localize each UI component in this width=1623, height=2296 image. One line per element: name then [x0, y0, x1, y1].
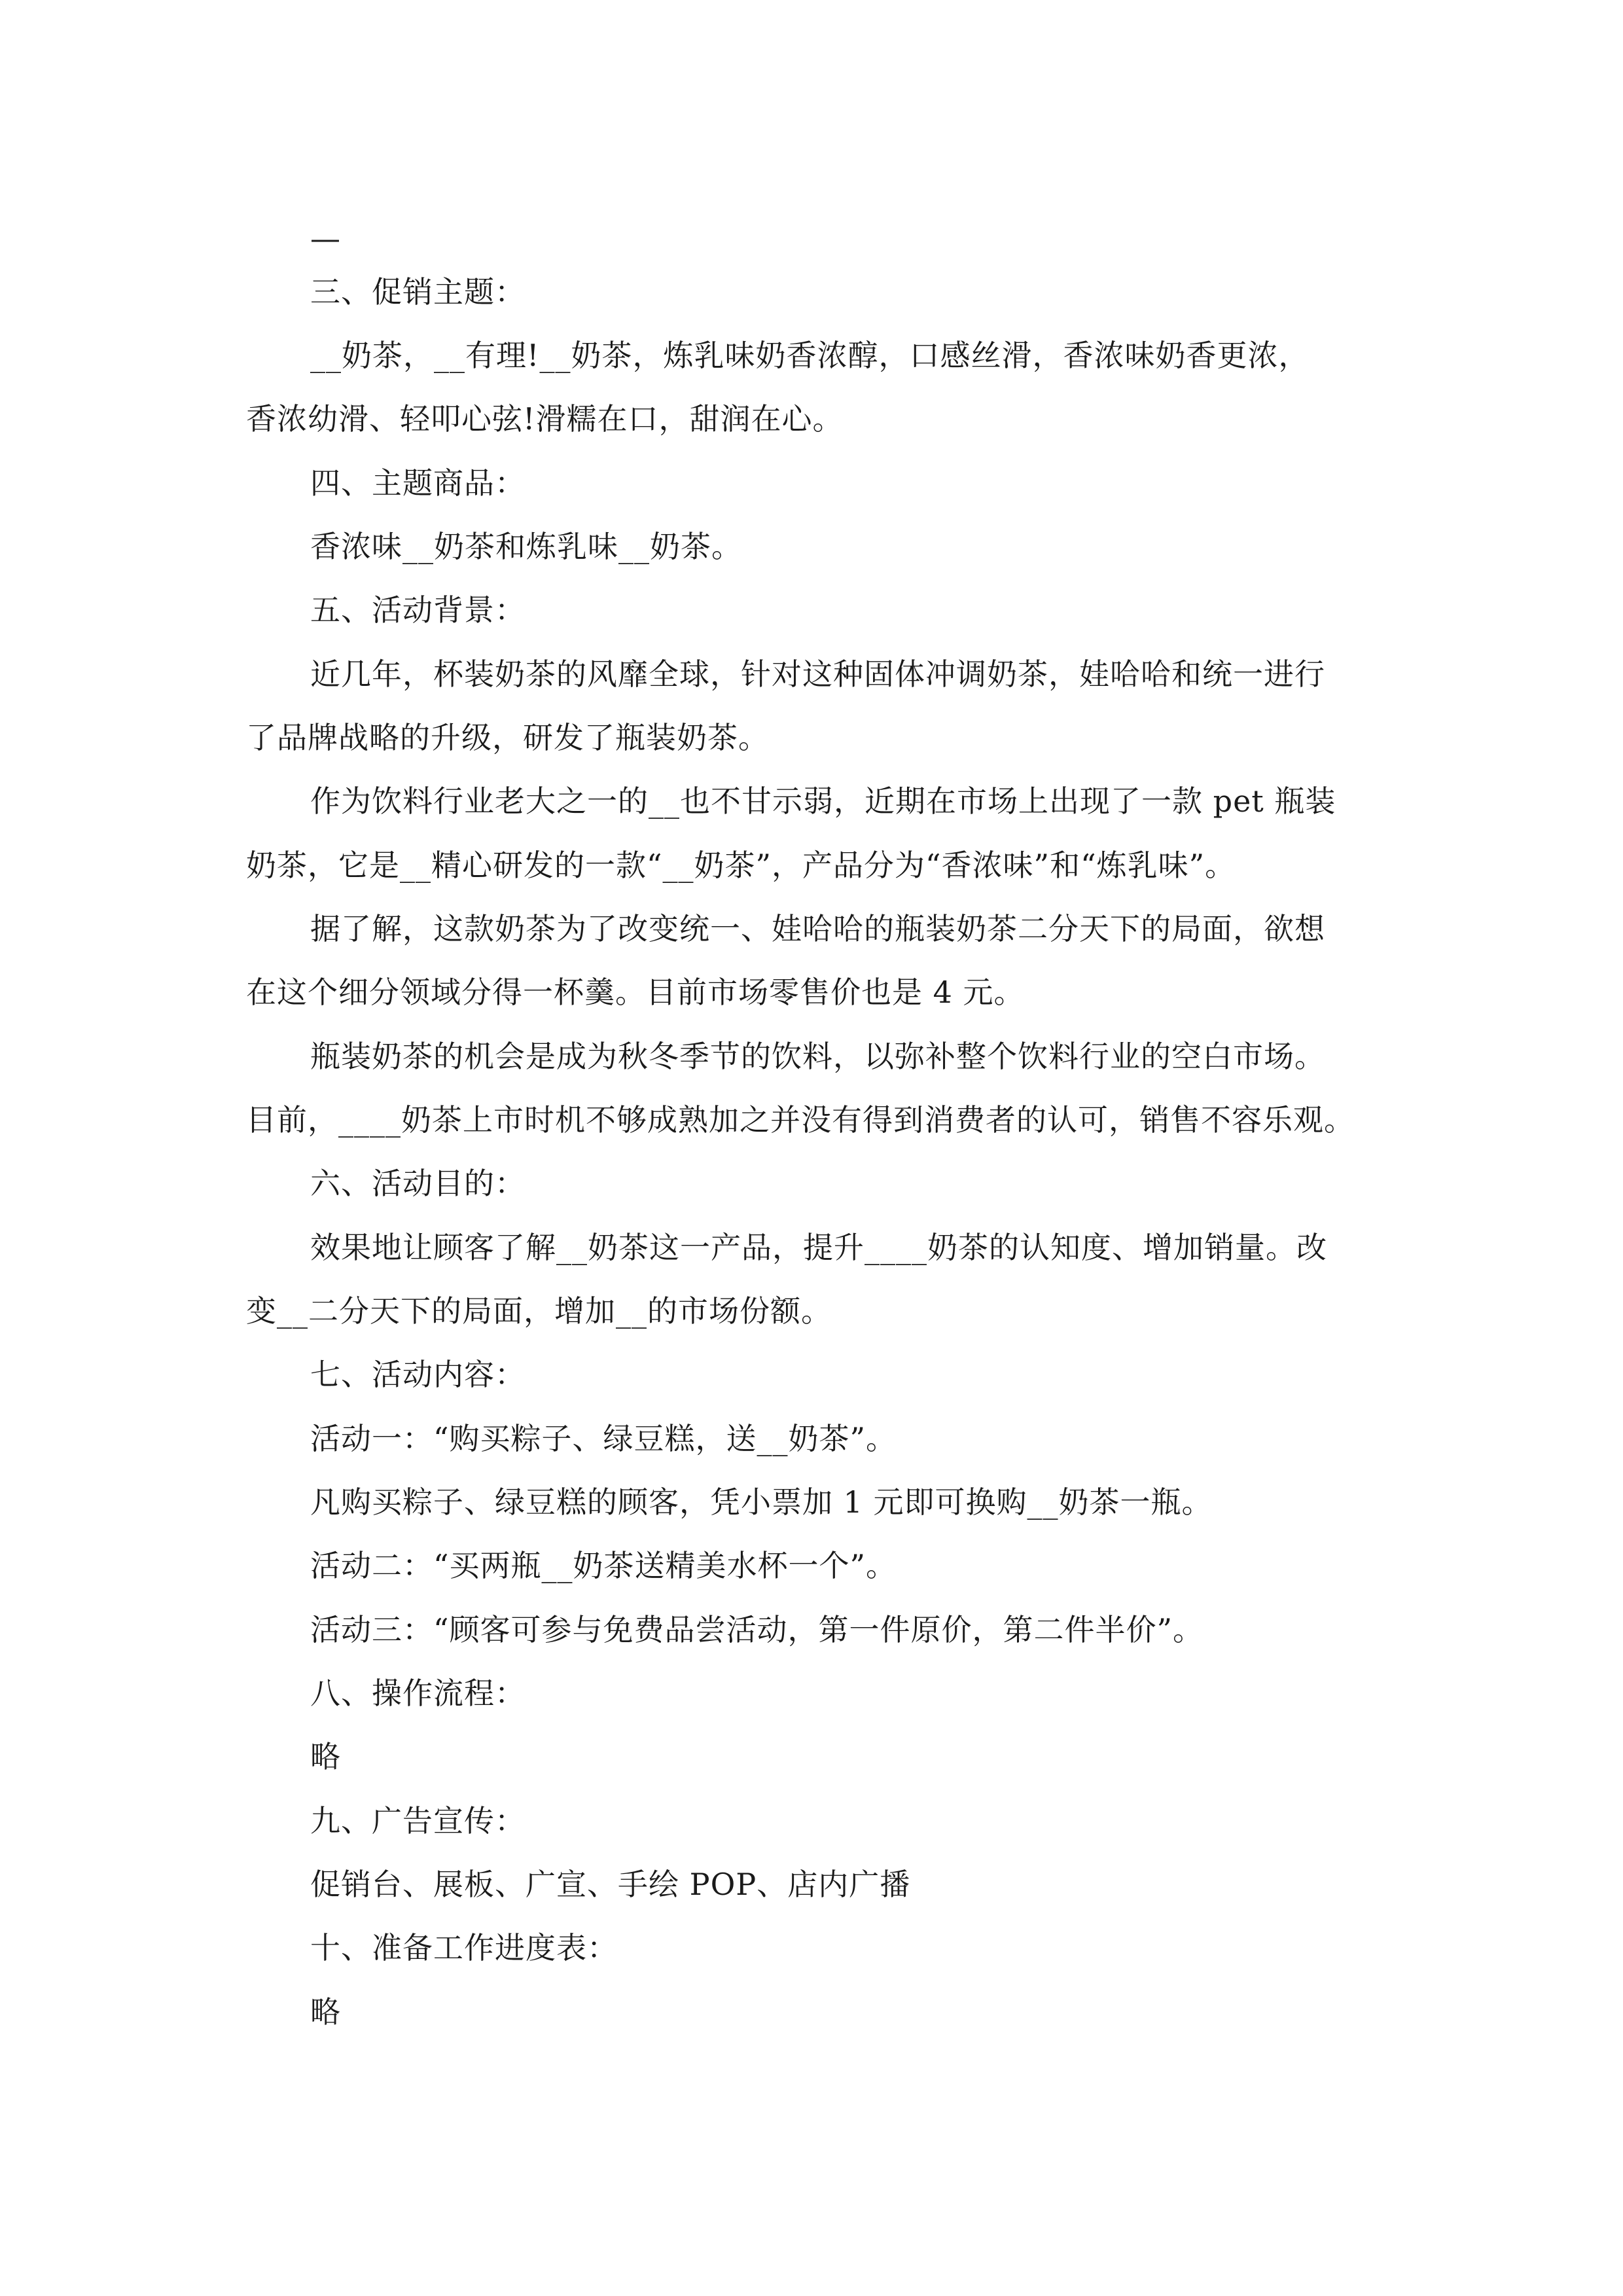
paragraph-line: 近几年，杯装奶茶的风靡全球，针对这种固体冲调奶茶，娃哈哈和统一进行 [310, 656, 1325, 692]
section-heading-advertising: 九、广告宣传： [310, 1803, 526, 1839]
paragraph-line: 香浓味__奶茶和炼乳味__奶茶。 [310, 529, 742, 564]
paragraph-line: 作为饮料行业老大之一的__也不甘示弱，近期在市场上出现了一款 pet 瓶装 [310, 783, 1336, 819]
activity-line: 活动三：“顾客可参与免费品尝活动，第一件原价，第二件半价”。 [310, 1612, 1204, 1647]
paragraph-line: 略 [310, 1994, 341, 2030]
paragraph-line: 瓶装奶茶的机会是成为秋冬季节的饮料，以弥补整个饮料行业的空白市场。 [310, 1039, 1325, 1074]
paragraph-line: 促销台、展板、广宣、手绘 POP、店内广播 [310, 1867, 911, 1902]
section-heading-purpose: 六、活动目的： [310, 1166, 526, 1201]
section-heading-background: 五、活动背景： [310, 592, 526, 628]
activity-line: 活动二：“买两瓶__奶茶送精美水杯一个”。 [310, 1548, 897, 1583]
activity-line: 活动一：“购买粽子、绿豆糕，送__奶茶”。 [310, 1421, 897, 1456]
paragraph-line: 在这个细分领域分得一杯羹。目前市场零售价也是 4 元。 [246, 975, 1025, 1010]
section-heading-content: 七、活动内容： [310, 1357, 526, 1392]
paragraph-line: 了品牌战略的升级，研发了瓶装奶茶。 [246, 720, 769, 755]
paragraph-line: 目前，____奶茶上市时机不够成熟加之并没有得到消费者的认可，销售不容乐观。 [246, 1102, 1355, 1138]
activity-line: 凡购买粽子、绿豆糕的顾客，凭小票加 1 元即可换购__奶茶一瓶。 [310, 1484, 1213, 1520]
section-heading-theme-products: 四、主题商品： [310, 465, 526, 501]
paragraph-line: __奶茶，__有理!__奶茶，炼乳味奶香浓醇，口感丝滑，香浓味奶香更浓， [310, 338, 1310, 373]
paragraph-line: 略 [310, 1739, 341, 1774]
paragraph-line: 香浓幼滑、轻叩心弦!滑糯在口，甜润在心。 [246, 401, 844, 437]
dash-line: — [310, 221, 341, 256]
section-heading-promotion-theme: 三、促销主题： [310, 274, 526, 310]
paragraph-line: 效果地让顾客了解__奶茶这一产品，提升____奶茶的认知度、增加销量。改 [310, 1230, 1327, 1265]
paragraph-line: 奶茶，它是__精心研发的一款“__奶茶”，产品分为“香浓味”和“炼乳味”。 [246, 848, 1236, 883]
paragraph-line: 变__二分天下的局面，增加__的市场份额。 [246, 1293, 832, 1329]
section-heading-schedule: 十、准备工作进度表： [310, 1930, 618, 1965]
paragraph-line: 据了解，这款奶茶为了改变统一、娃哈哈的瓶装奶茶二分天下的局面，欲想 [310, 911, 1325, 946]
section-heading-process: 八、操作流程： [310, 1676, 526, 1711]
